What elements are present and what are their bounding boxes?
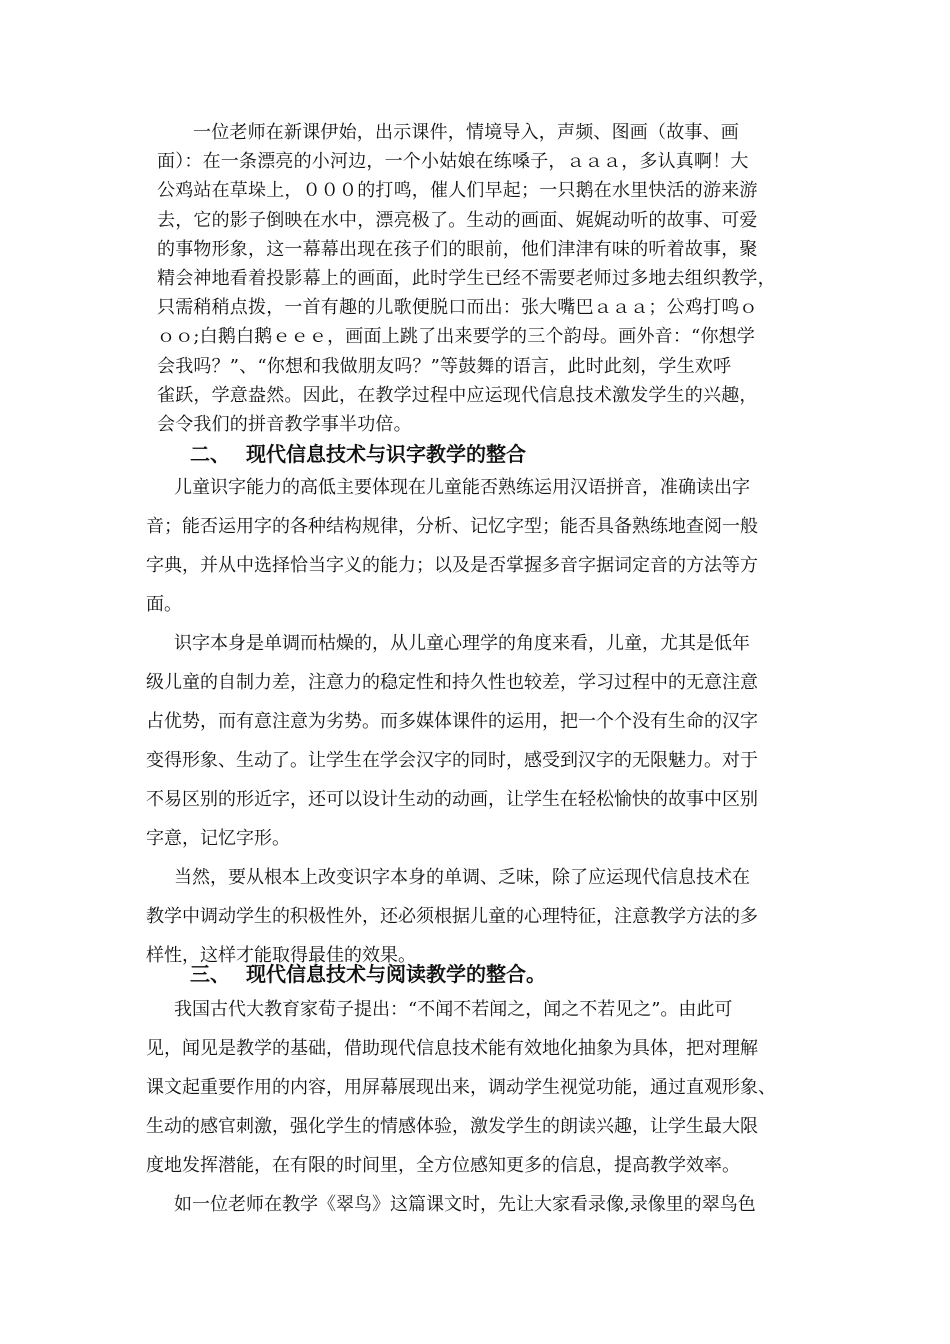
text-line: 只需稍稍点拨，一首有趣的儿歌便脱口而出：张大嘴巴ａａａ；公鸡打鸣ｏ [157, 297, 758, 319]
text-line: 度地发挥潜能，在有限的时间里，全方位感知更多的信息，提高教学效率。 [146, 1155, 740, 1176]
text-line: 变得形象、生动了。让学生在学会汉字的同时，感受到汉字的无限魅力。对于 [146, 750, 758, 771]
text-line: 一位老师在新课伊始，出示课件，情境导入，声频、图画（故事、画 [193, 122, 739, 143]
text-line: 占优势，而有意注意为劣势。而多媒体课件的运用，把一个个没有生命的汉字 [146, 711, 758, 732]
section-2-paragraph-2 [146, 624, 811, 858]
text-line: 去，它的影子倒映在水中，漂亮极了。生动的画面、娓娓动听的故事、可爱 [157, 209, 758, 231]
text-line: 识字本身是单调而枯燥的，从儿童心理学的角度来看，儿童，尤其是低年 [174, 633, 750, 654]
section-number: 三、 [190, 962, 230, 986]
text-line: 不易区别的形近字，还可以设计生动的动画，让学生在轻松愉快的故事中区别 [146, 789, 758, 810]
text-line: 生动的感官刺激，强化学生的情感体验，激发学生的朗读兴趣，让学生最大限 [146, 1116, 758, 1137]
text-line: 字意，记忆字形。 [146, 828, 290, 849]
section-3-heading [190, 958, 546, 987]
text-line: 见，闻见是教学的基础，借助现代信息技术能有效地化抽象为具体，把对理解 [146, 1038, 758, 1059]
text-line: 如一位老师在教学《翠鸟》这篇课文时，先让大家看录像,录像里的翠鸟色 [174, 1194, 756, 1215]
text-line: 雀跃，学意盎然。因此，在教学过程中应运现代信息技术激发学生的兴趣， [157, 384, 758, 406]
section-2-paragraph-1 [146, 468, 811, 624]
text-line: 儿童识字能力的高低主要体现在儿童能否熟练运用汉语拼音，准确读出字 [174, 477, 750, 498]
text-line: 音；能否运用字的各种结构规律，分析、记忆字型；能否具备熟练地查阅一般 [146, 516, 758, 537]
text-line: 面）：在一条漂亮的小河边，一个小姑娘在练嗓子，ａａａ，多认真啊！大 [157, 151, 749, 173]
text-line: 级儿童的自制力差，注意力的稳定性和持久性也较差，学习过程中的无意注意 [146, 672, 758, 693]
text-line: 的事物形象，这一幕幕出现在孩子们的眼前，他们津津有味的听着故事，聚 [157, 238, 758, 260]
text-line: 课文起重要作用的内容，用屏幕展现出来，调动学生视觉功能，通过直观形象、 [146, 1077, 776, 1098]
text-line: 字典，并从中选择恰当字义的能力；以及是否掌握多音字据词定音的方法等方 [146, 555, 758, 576]
text-line: 样性，这样才能取得最佳的效果。 [146, 945, 416, 966]
section-3-paragraph-1 [146, 990, 811, 1185]
text-line: 会我吗？”、“你想和我做朋友吗？”等鼓舞的语言，此时此刻，学生欢呼 [157, 355, 732, 377]
text-line: 我国古代大教育家荀子提出：“不闻不若闻之，闻之不若见之”。由此可 [174, 999, 733, 1020]
text-line: ｏｏ;白鹅白鹅ｅｅｅ，画面上跳了出来要学的三个韵母。画外音：“你想学 [157, 326, 756, 348]
intro-paragraph [157, 118, 807, 439]
text-line: 公鸡站在草垛上，０００的打鸣，催人们早起；一只鹅在水里快活的游来游 [157, 180, 758, 202]
section-3-paragraph-2 [146, 1185, 811, 1224]
section-title: 现代信息技术与阅读教学的整合。 [246, 962, 546, 986]
text-line: 精会神地看着投影幕上的画面，此时学生已经不需要老师过多地去组织教学， [157, 268, 776, 290]
section-title: 现代信息技术与识字教学的整合 [246, 442, 526, 466]
text-line: 会令我们的拼音教学事半功倍。 [157, 414, 412, 436]
section-number: 二、 [190, 442, 230, 466]
text-line: 面。 [146, 594, 182, 615]
text-line: 当然，要从根本上改变识字本身的单调、乏味，除了应运现代信息技术在 [174, 867, 750, 888]
section-2-heading [190, 438, 526, 467]
text-line: 教学中调动学生的积极性外，还必须根据儿童的心理特征，注意教学方法的多 [146, 906, 758, 927]
